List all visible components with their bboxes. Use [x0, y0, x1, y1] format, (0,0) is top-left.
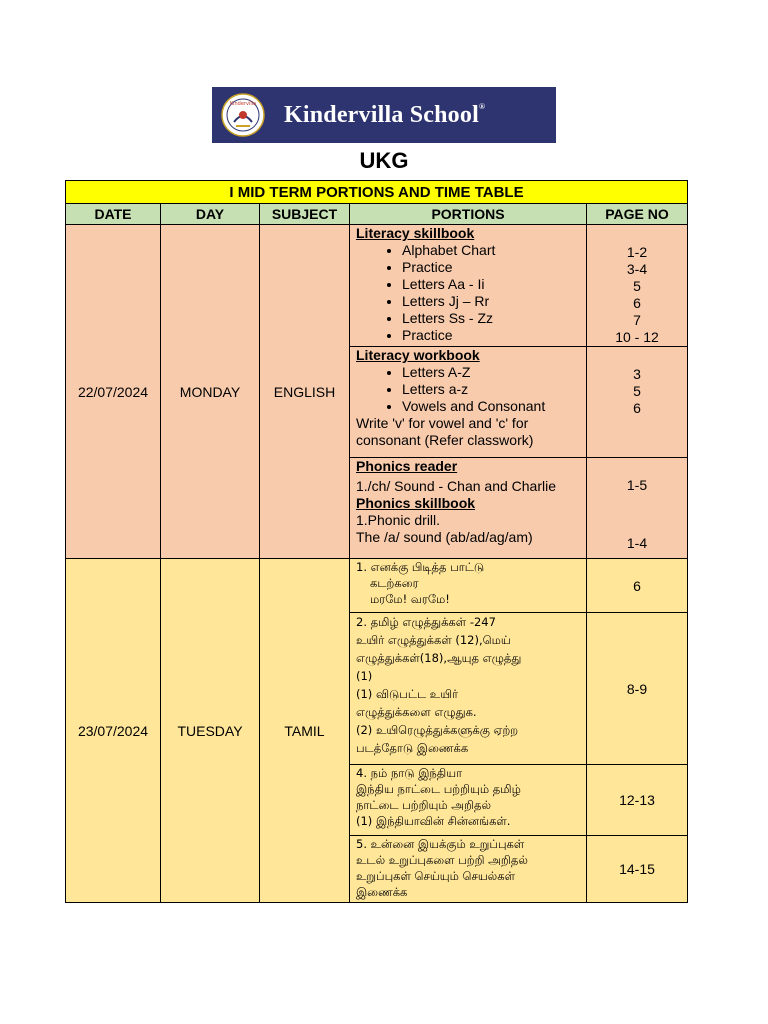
list-item: • Vowels and Consonant	[402, 398, 580, 415]
tamil-lesson-5	[350, 836, 587, 903]
col-portions: PORTIONS	[350, 204, 587, 225]
portion-line: 1. எனக்கு பிடித்த பாட்டு	[356, 560, 485, 574]
col-date: DATE	[66, 204, 161, 225]
portion-list	[356, 242, 580, 344]
portion-line: எழுத்துக்கள்(18),ஆயுத எழுத்து	[356, 651, 522, 665]
literacy-skillbook-pages	[587, 225, 688, 347]
school-name: Kindervilla School®	[284, 101, 486, 128]
tamil-lesson-1	[350, 559, 587, 613]
page-number: 1-2	[626, 244, 648, 260]
portion-note: Write 'v' for vowel and 'c' for consonant (Refer classwork)	[356, 415, 534, 448]
page-number: 5	[633, 383, 641, 399]
table-title: I MID TERM PORTIONS AND TIME TABLE	[66, 181, 688, 204]
portion-line: (1) விடுபட்ட உயிர்	[356, 687, 459, 701]
list-item: • Letters Jj – Rr	[402, 293, 580, 310]
portion-line: இந்திய நாட்டை பற்றியும் தமிழ்	[356, 782, 521, 796]
table-row	[66, 225, 688, 347]
class-title: UKG	[359, 148, 409, 173]
portion-line: நாட்டை பற்றியும் அறிதல்	[356, 798, 491, 812]
school-emblem-icon	[220, 92, 266, 138]
column-header-row	[66, 204, 688, 225]
section-heading: Phonics reader	[356, 458, 458, 474]
svg-text:Kindervilla: Kindervilla	[229, 101, 257, 107]
list-item: • Practice	[402, 259, 580, 276]
tamil-lesson-2	[350, 613, 587, 765]
tamil-lesson-1-pages: 6	[587, 559, 688, 613]
portion-line: The /a/ sound (ab/ad/ag/am)	[356, 529, 533, 545]
literacy-skillbook-portion	[350, 225, 587, 347]
tamil-lesson-5-pages: 14-15	[587, 836, 688, 903]
page-number: 10 - 12	[615, 329, 659, 345]
tamil-lesson-4-pages: 12-13	[587, 765, 688, 836]
tamil-lesson-4	[350, 765, 587, 836]
english-subject: ENGLISH	[260, 225, 350, 559]
list-item: • Practice	[402, 327, 580, 344]
phonics-portion	[350, 458, 587, 559]
portion-line: (2) உயிரெழுத்துக்களுக்கு ஏற்ற	[356, 723, 519, 737]
english-date: 22/07/2024	[66, 225, 161, 559]
timetable	[65, 180, 688, 903]
portion-line: கடற்கரை	[370, 576, 419, 590]
page-number: 5	[633, 278, 641, 294]
phonics-pages	[587, 458, 688, 559]
page-number: 3	[633, 366, 641, 382]
portion-line: இணைக்க	[356, 885, 408, 899]
portion-line: உறுப்புகள் செய்யும் செயல்கள்	[356, 869, 515, 883]
portion-line: (1) இந்தியாவின் சின்னங்கள்.	[356, 814, 511, 828]
portion-line: (1)	[356, 669, 373, 683]
portion-line: 1.Phonic drill.	[356, 512, 441, 528]
tamil-date: 23/07/2024	[66, 559, 161, 903]
table-title-row	[66, 181, 688, 204]
literacy-workbook-portion	[350, 347, 587, 458]
school-logo-banner	[212, 87, 556, 143]
portion-line: 1./ch/ Sound - Chan and Charlie	[356, 478, 557, 494]
list-item: • Letters a-z	[402, 381, 580, 398]
portion-line: 2. தமிழ் எழுத்துக்கள் -247	[356, 615, 496, 629]
page-number: 1-4	[626, 535, 648, 551]
tamil-lesson-2-pages: 8-9	[587, 613, 688, 765]
tamil-subject: TAMIL	[260, 559, 350, 903]
literacy-workbook-pages	[587, 347, 688, 458]
section-heading: Literacy workbook	[356, 347, 480, 363]
section-heading: Literacy skillbook	[356, 225, 475, 241]
page-number: 7	[633, 312, 641, 328]
portion-line: உடல் உறுப்புகளை பற்றி அறிதல்	[356, 853, 528, 867]
portion-line: படத்தோடு இணைக்க	[356, 741, 469, 755]
english-day: MONDAY	[161, 225, 260, 559]
list-item: • Letters Ss - Zz	[402, 310, 580, 327]
col-subject: SUBJECT	[260, 204, 350, 225]
portion-line: 5. உன்னை இயக்கும் உறுப்புகள்	[356, 837, 525, 851]
col-page-no: PAGE NO	[587, 204, 688, 225]
portion-line: மரமே! வரமே!	[370, 592, 450, 606]
page-number: 3-4	[626, 261, 648, 277]
tamil-day: TUESDAY	[161, 559, 260, 903]
list-item: • Letters Aa - Ii	[402, 276, 580, 293]
page-number: 1-5	[626, 477, 648, 493]
list-item: • Alphabet Chart	[402, 242, 580, 259]
col-day: DAY	[161, 204, 260, 225]
table-row	[66, 559, 688, 613]
page-number: 6	[633, 295, 641, 311]
portion-line: உயிர் எழுத்துக்கள் (12),மெய்	[356, 633, 511, 647]
list-item: • Letters A-Z	[402, 364, 580, 381]
portion-list	[356, 364, 580, 415]
page-number: 6	[633, 400, 641, 416]
section-heading: Phonics skillbook	[356, 495, 476, 511]
portion-line: 4. நம் நாடு இந்தியா	[356, 766, 463, 780]
portion-line: எழுத்துக்களை எழுதுக.	[356, 705, 477, 719]
